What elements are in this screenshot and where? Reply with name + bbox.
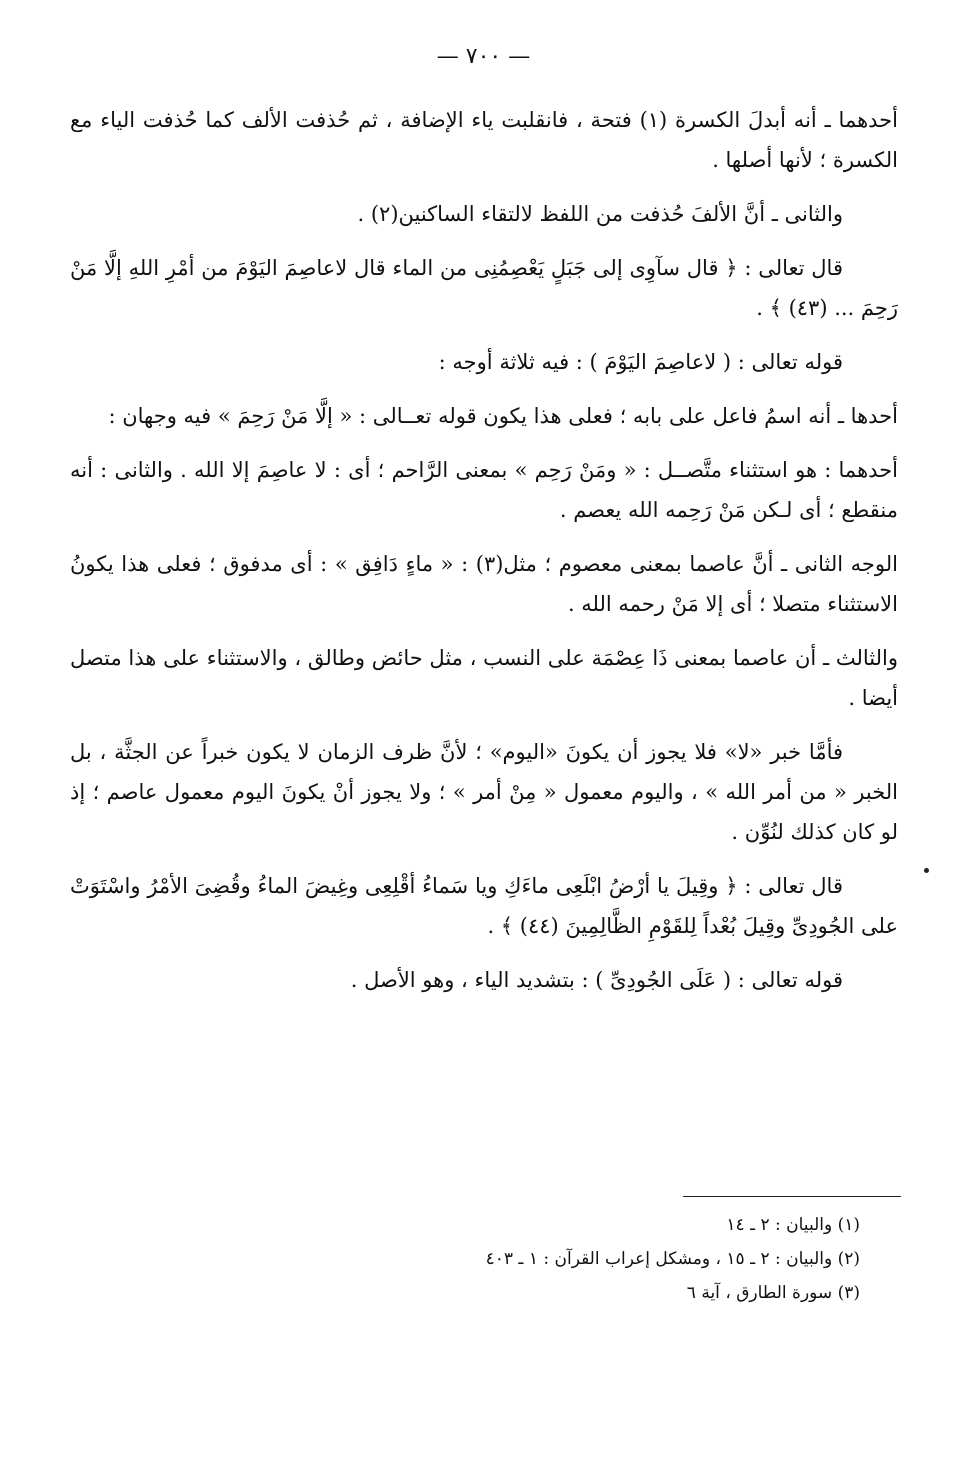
footnote-divider xyxy=(683,1196,901,1197)
paragraph: أحدهما : هو استثناء متَّصــل : « ومَنْ رَحِم » بمعنى الرَّاحم ؛ أى : لا عاصِمَ إلا الله . والثانى : أنه منقطع ؛ أى لـكن مَنْ رَحِمه الله يعصم . xyxy=(70,458,898,522)
footnote: (٣) سورة الطارق ، آية ٦ xyxy=(686,1283,860,1303)
paragraph: فأمَّا خبر «لا» فلا يجوز أن يكونَ «اليوم» ؛ لأنَّ ظرف الزمان لا يكون خبراً عن الجثَّة ، بل الخبر « من أمر الله » ، واليوم معمول « مِنْ أمر » ؛ ولا يجوز أنْ يكونَ اليوم معمول عاصم ؛ إذ لو كان كذلك لنُوِّن . xyxy=(70,740,898,844)
footnotes xyxy=(360,1208,860,1310)
page-number: — ٧٠٠ — xyxy=(436,44,531,69)
footnote: (٢) والبيان : ٢ ـ ١٥ ، ومشكل إعراب القرآن : ١ ـ ٤٠٣ xyxy=(485,1249,860,1269)
footnote: (١) والبيان : ٢ ـ ١٤ xyxy=(726,1215,860,1235)
paragraph: الوجه الثانى ـ أنَّ عاصما بمعنى معصوم ؛ مثل(٣) : « ماءٍ دَافِق » : أى مدفوق ؛ فعلى هذا يكونُ الاستثناء متصلا ؛ أى إلا مَنْ رحمه الله . xyxy=(70,552,898,616)
quran-verse-paragraph: قال تعالى : ﴿ قال سآوِى إلى جَبَلٍ يَعْصِمُنِى من الماء قال لاعاصِمَ اليَوْمَ من أمْرِ اللهِ إلَّا مَنْ رَحِمَ ... (٤٣) ﴾ . xyxy=(70,256,898,320)
paragraph: والثالث ـ أن عاصما بمعنى ذَا عِصْمَة على النسب ، مثل حائض وطالق ، والاستثناء على هذا متصل أيضا . xyxy=(70,646,898,710)
paragraph: قوله تعالى : ( لاعاصِمَ اليَوْمَ ) : فيه ثلاثة أوجه : xyxy=(438,350,843,374)
paragraph: والثانى ـ أنَّ الألفَ حُذفت من اللفظ لالتقاء الساكنين(٢) . xyxy=(357,202,843,226)
paragraph: قوله تعالى : ( عَلَى الجُودِىِّ ) : بتشديد الياء ، وهو الأصل . xyxy=(350,968,843,992)
quran-verse-paragraph: قال تعالى : ﴿ وقِيلَ يا أرْضُ ابْلَعِى ماءَكِ ويا سَماءُ أقْلِعِى وغِيضَ الماءُ وقُضِىَ الأمْرُ واسْتَوَتْ على الجُودِىِّ وقِيلَ بُعْداً لِلقَوْمِ الظَّالِمِينَ (٤٤) ﴾ . xyxy=(70,874,898,938)
body-text xyxy=(70,100,898,1014)
paragraph: أحدهما ـ أنه أبدلَ الكسرة (١) فتحة ، فانقلبت ياء الإضافة ، ثم حُذفت الألف كما حُذفت الياء مع الكسرة ؛ لأنها أصلها . xyxy=(70,108,898,172)
margin-mark xyxy=(924,868,929,873)
paragraph: أحدها ـ أنه اسمُ فاعل على بابه ؛ فعلى هذا يكون قوله تعــالى : « إلَّا مَنْ رَحِمَ » فيه وجهان : xyxy=(108,404,898,428)
